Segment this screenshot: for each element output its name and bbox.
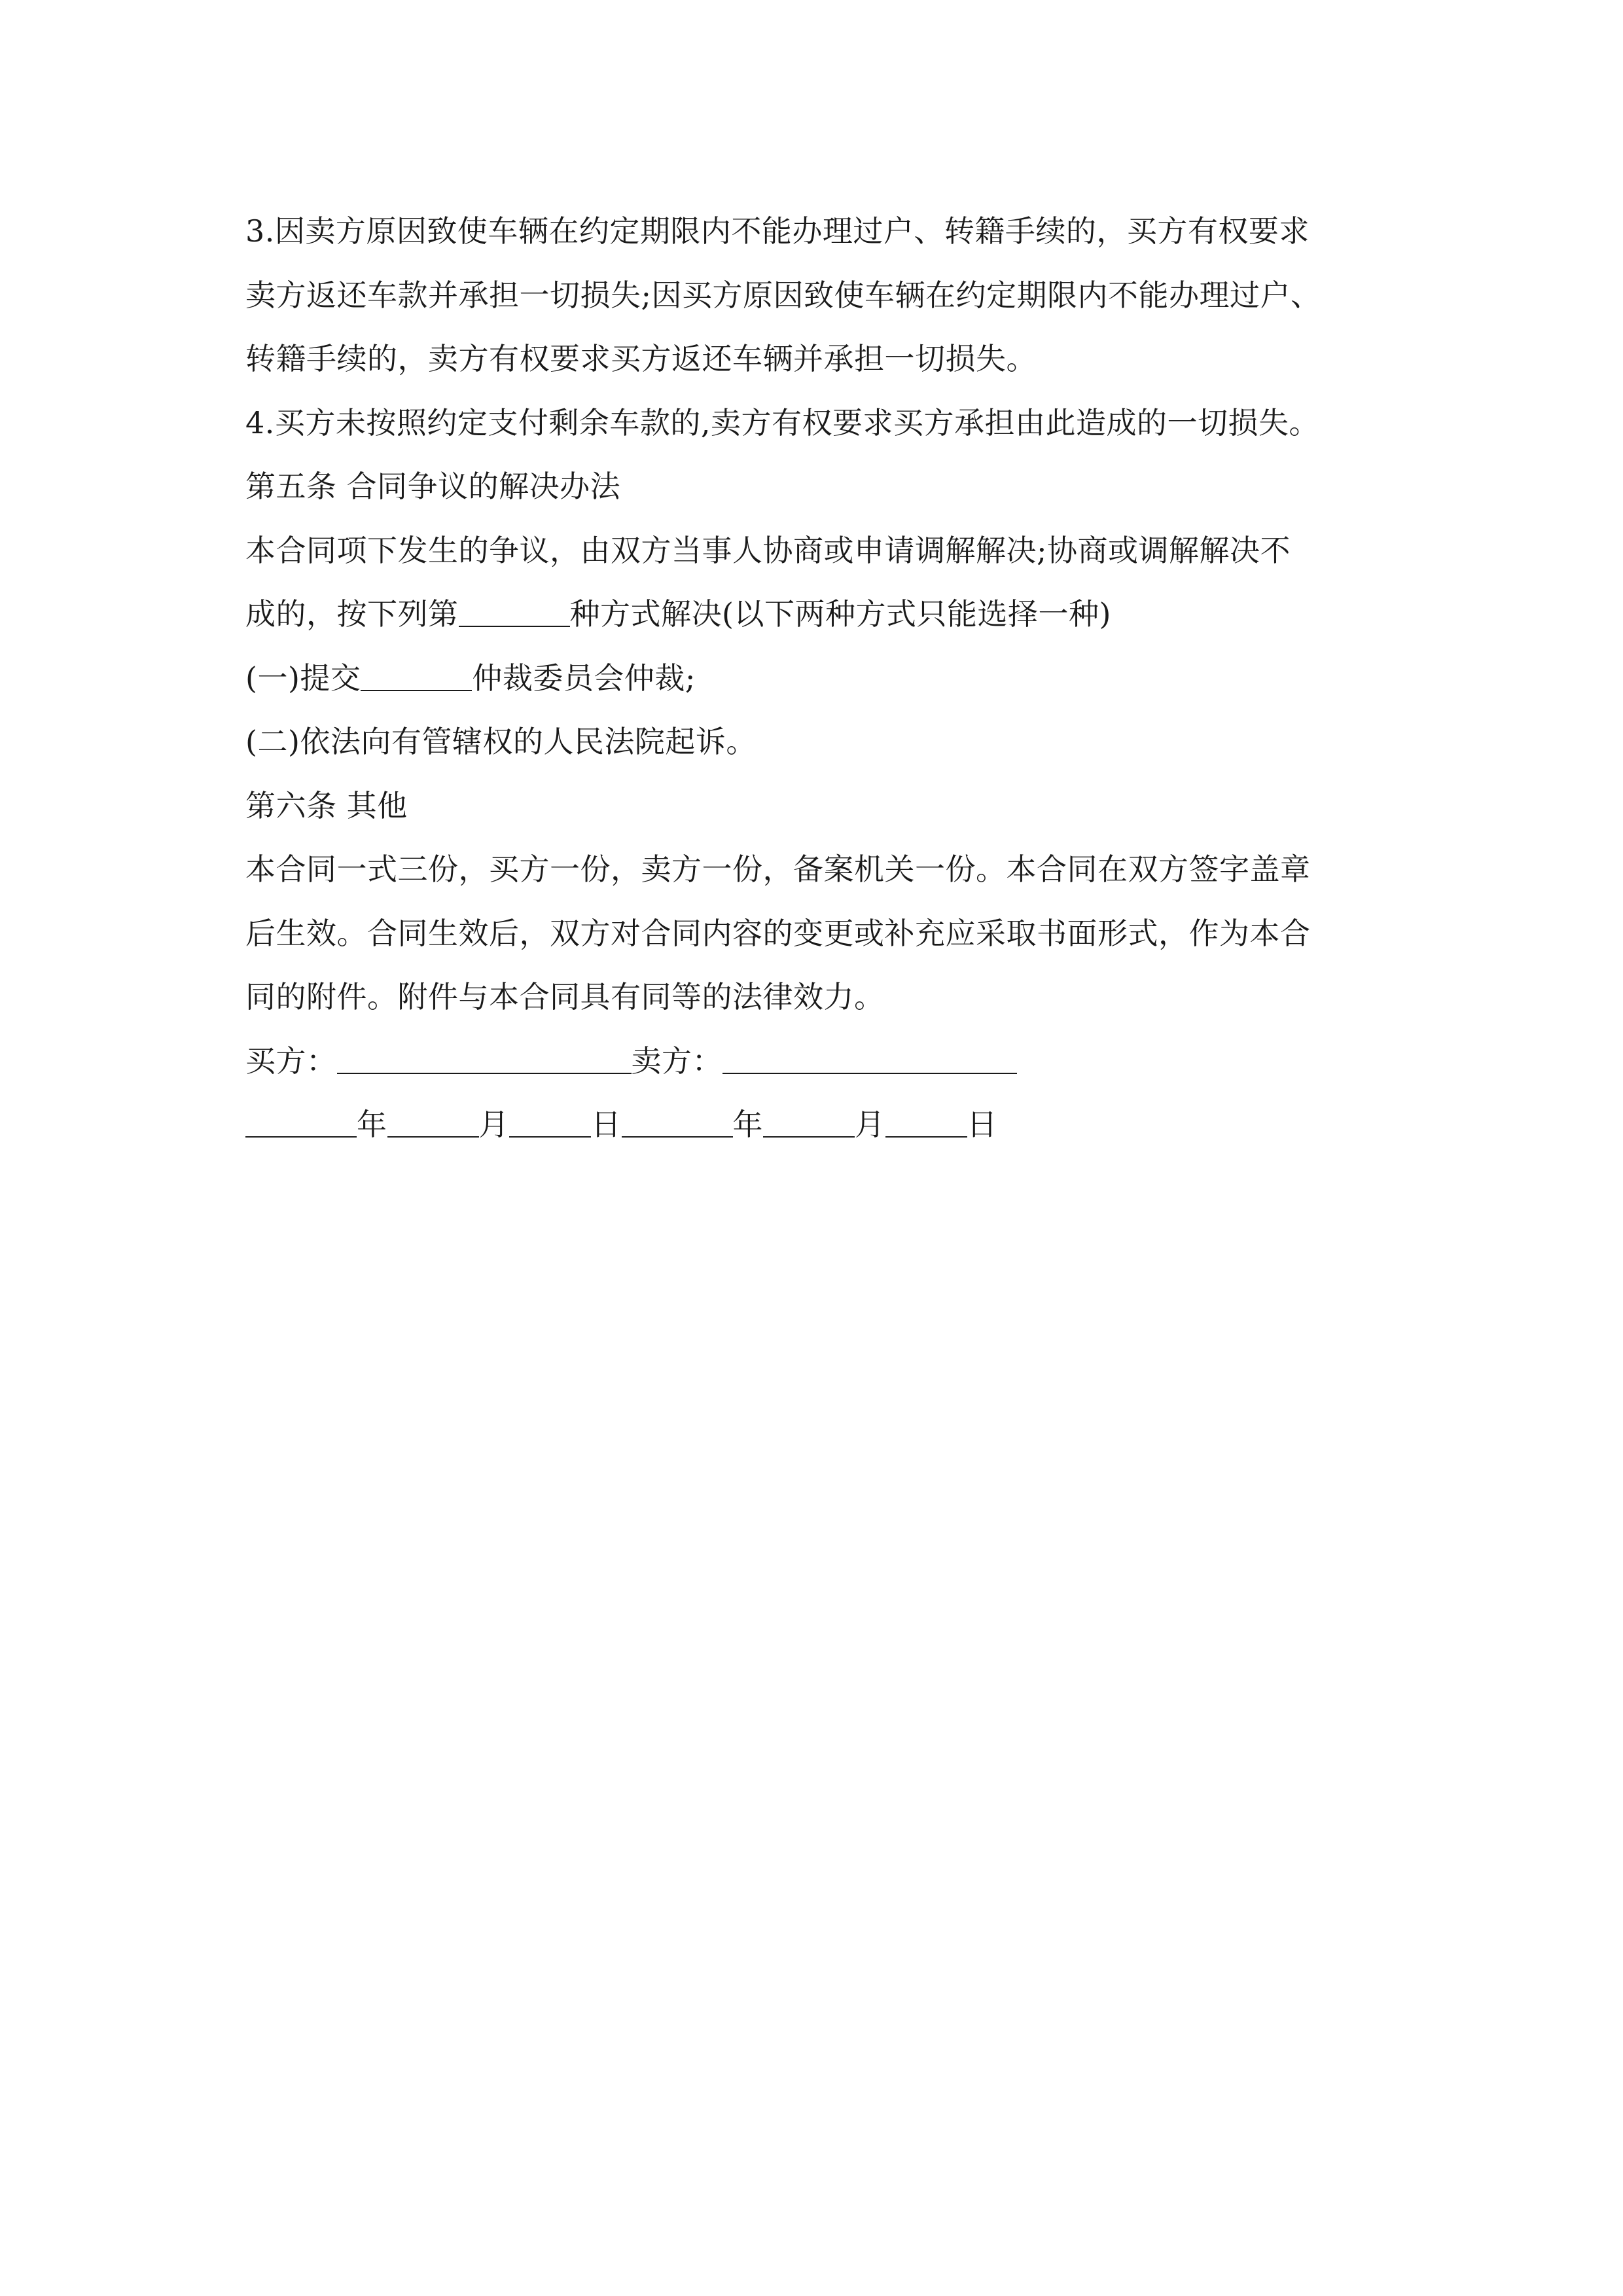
buyer-day-label: 日 (591, 1107, 622, 1142)
buyer-year-label: 年 (357, 1107, 387, 1142)
seller-year-blank[interactable] (622, 1136, 733, 1138)
option-1-text-after-blank: 仲裁委员会仲裁; (472, 660, 696, 696)
article-6-paragraph-line-3: 同的附件。附件与本合同具有同等的法律效力。 (245, 979, 885, 1014)
seller-day-blank[interactable] (885, 1136, 967, 1138)
article-5-paragraph-line-1: 本合同项下发生的争议，由双方当事人协商或申请调解解决;协商或调解解决不 (245, 532, 1291, 568)
buyer-signature-blank[interactable] (337, 1072, 632, 1074)
buyer-day-blank[interactable] (509, 1136, 591, 1138)
document-body (245, 200, 1387, 1157)
article-6-paragraph-line-1: 本合同一式三份，买方一份，卖方一份，备案机关一份。本合同在双方签字盖章 (245, 852, 1311, 887)
buyer-month-label: 月 (478, 1107, 509, 1142)
article-5-paragraph-line-2 (245, 583, 1387, 647)
option-2-litigation: (二)依法向有管辖权的人民法院起诉。 (245, 724, 757, 759)
signature-row (245, 1030, 1387, 1094)
buyer-label: 买方： (245, 1043, 337, 1079)
clause-3-line-1: 3.因卖方原因致使车辆在约定期限内不能办理过户、转籍手续的，买方有权要求 (245, 213, 1310, 249)
buyer-month-blank[interactable] (387, 1136, 479, 1138)
article-5-text-after-blank: 种方式解决(以下两种方式只能选择一种) (569, 596, 1111, 632)
article-6-paragraph-line-2: 后生效。合同生效后，双方对合同内容的变更或补充应采取书面形式，作为本合 (245, 915, 1311, 951)
article-5-heading: 第五条 合同争议的解决办法 (245, 469, 621, 504)
arbitration-commission-blank[interactable] (361, 689, 472, 691)
article-5-text-before-blank: 成的，按下列第 (245, 596, 459, 632)
buyer-year-blank[interactable] (245, 1136, 357, 1138)
article-6-heading: 第六条 其他 (245, 787, 408, 823)
seller-month-blank[interactable] (763, 1136, 855, 1138)
option-1-arbitration (245, 647, 1387, 711)
seller-label: 卖方： (631, 1043, 722, 1079)
option-1-text-before-blank: (一)提交 (245, 660, 361, 696)
seller-signature-blank[interactable] (722, 1072, 1017, 1074)
clause-3-line-3: 转籍手续的，卖方有权要求买方返还车辆并承担一切损失。 (245, 341, 1037, 376)
method-number-blank[interactable] (459, 625, 570, 627)
seller-year-label: 年 (732, 1107, 763, 1142)
seller-day-label: 日 (967, 1107, 997, 1142)
clause-3-line-2: 卖方返还车款并承担一切损失;因买方原因致使车辆在约定期限内不能办理过户、 (245, 277, 1321, 313)
clause-4-line-1: 4.买方未按照约定支付剩余车款的,卖方有权要求买方承担由此造成的一切损失。 (245, 404, 1320, 440)
date-row (245, 1093, 1387, 1157)
seller-month-label: 月 (855, 1107, 885, 1142)
